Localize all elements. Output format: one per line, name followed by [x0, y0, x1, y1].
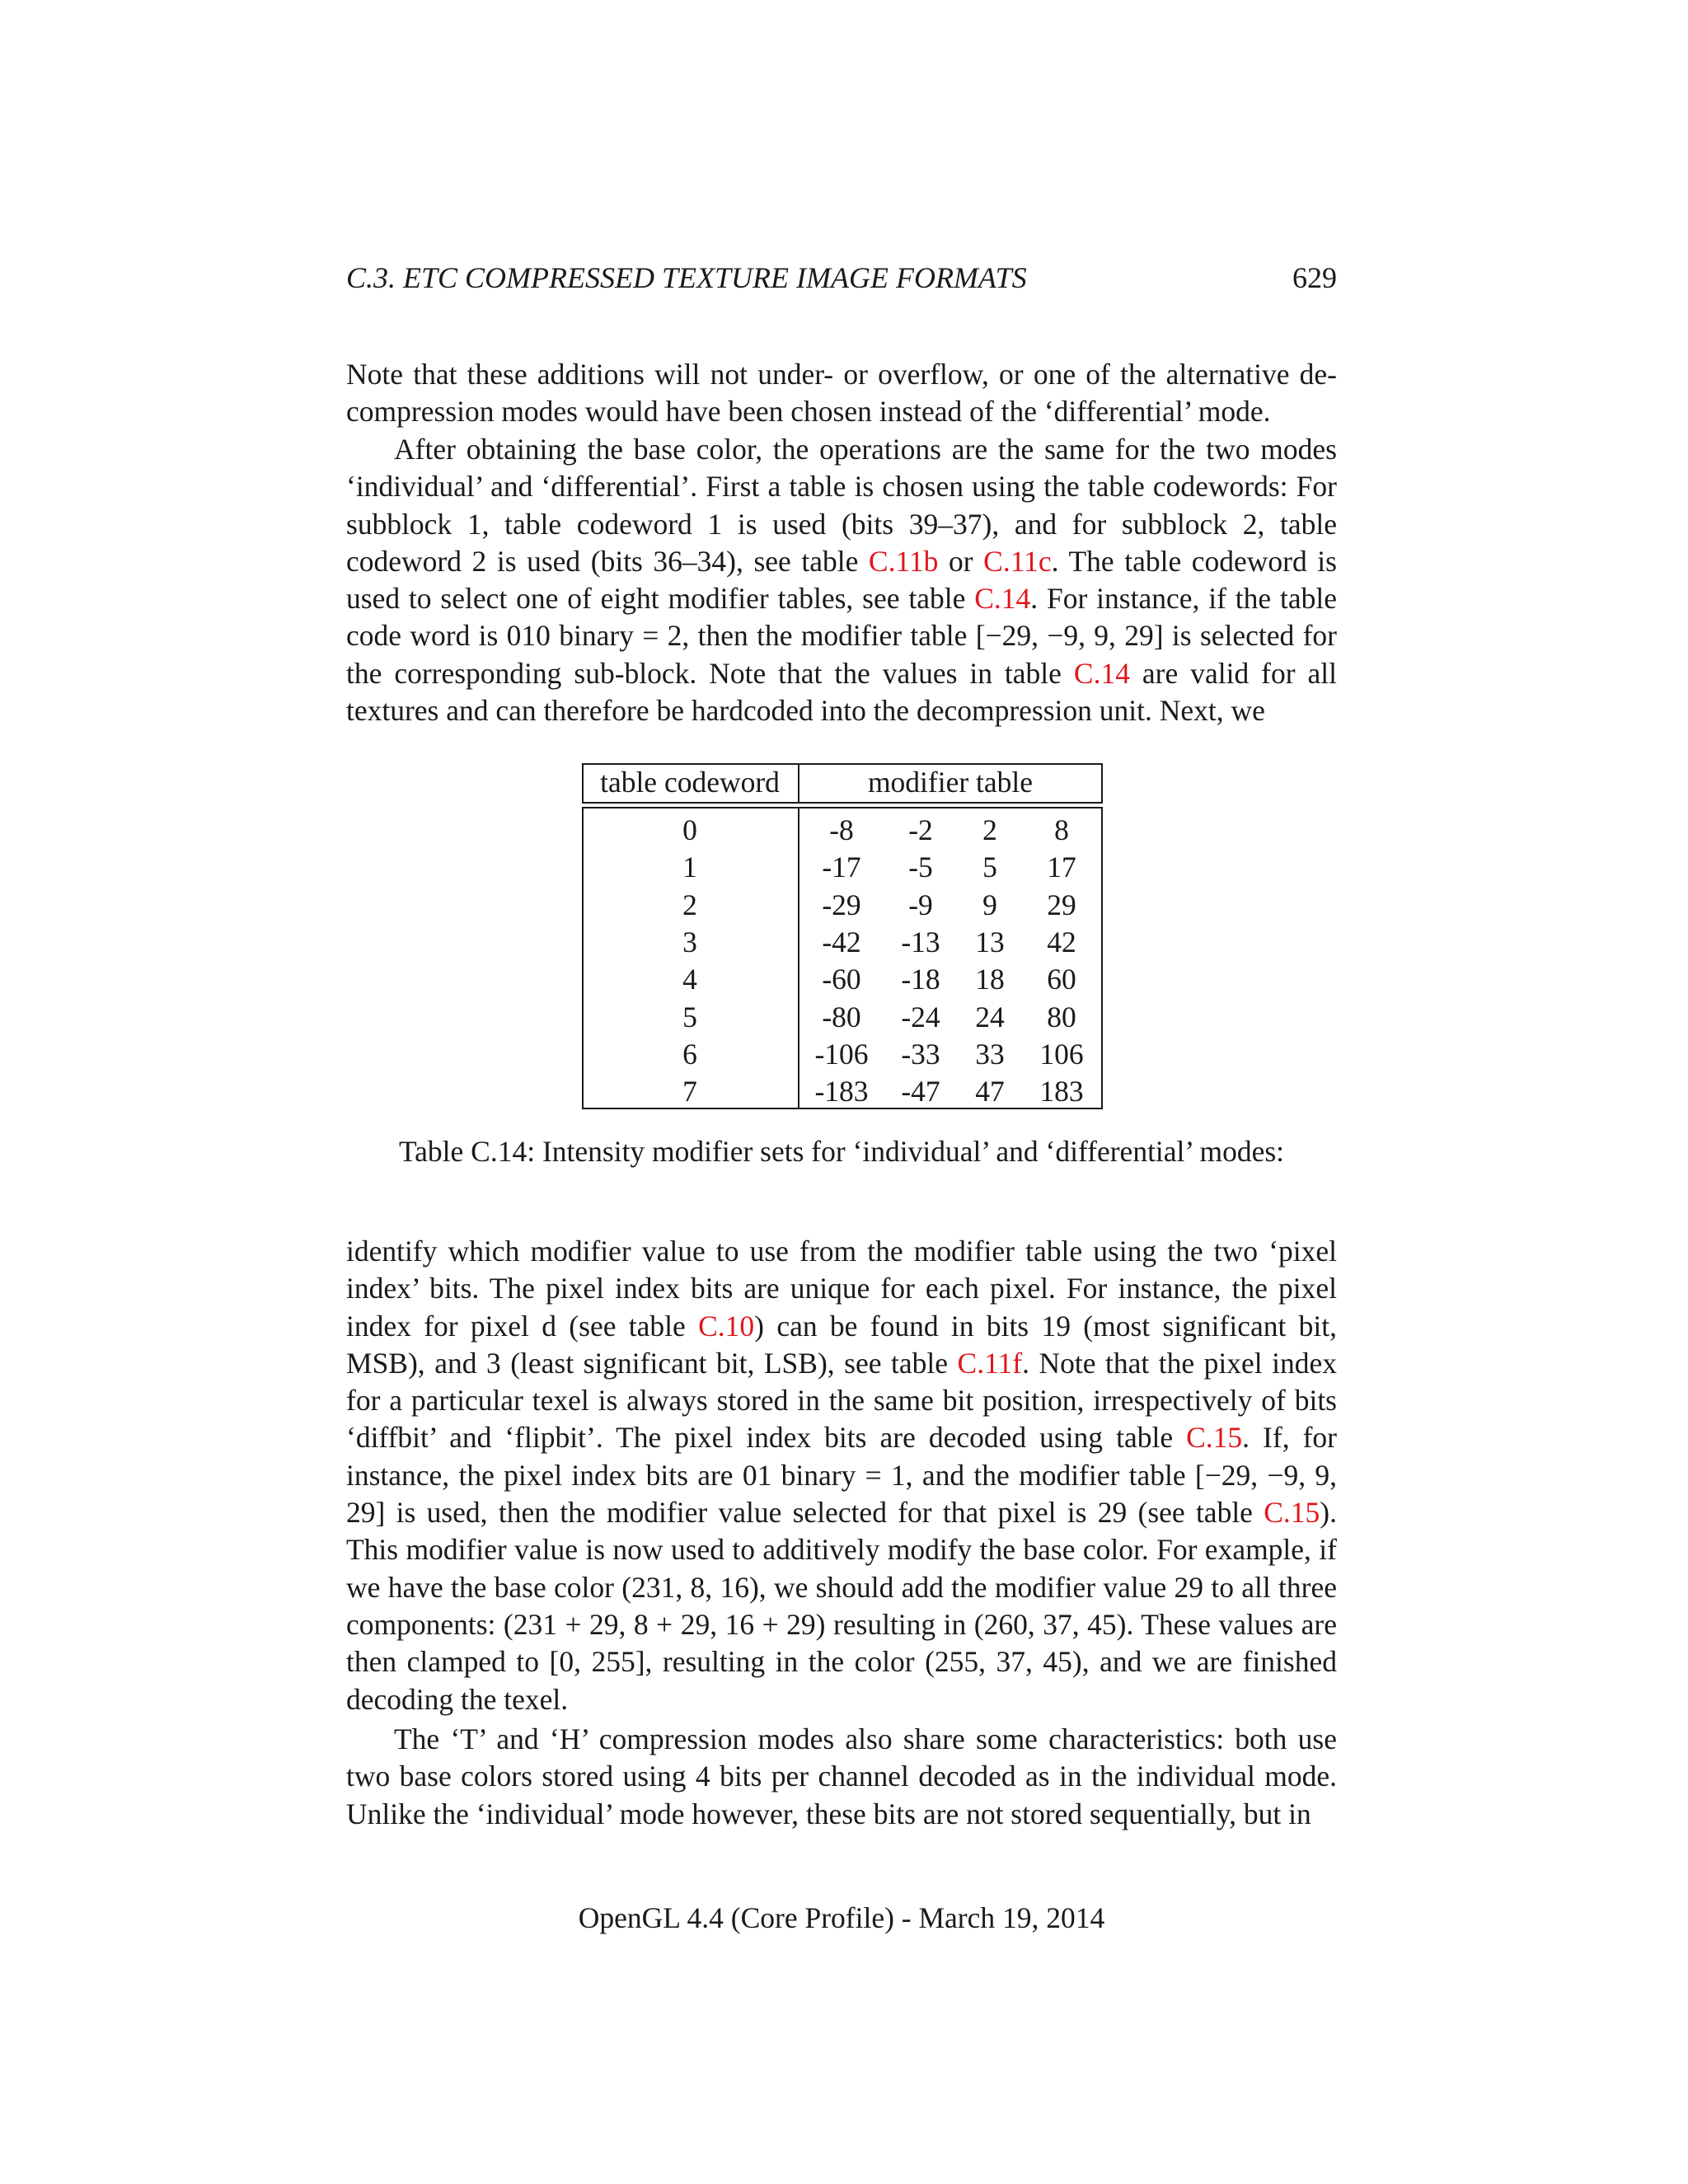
table-cell-modifier: -80 — [822, 1000, 861, 1033]
table-cell-modifier: 33 — [975, 1037, 1005, 1071]
table-cell-codeword: 5 — [682, 1000, 697, 1033]
table-cell-codeword: 1 — [682, 851, 697, 884]
table-cell-modifier: 42 — [1047, 925, 1076, 958]
table-ref-link[interactable]: C.11b — [868, 544, 939, 578]
section-title: C.3. ETC COMPRESSED TEXTURE IMAGE FORMATS — [346, 261, 1027, 294]
table-cell-modifier: 5 — [982, 851, 997, 884]
table-cell-modifier: 47 — [975, 1075, 1005, 1108]
table-ref-link[interactable]: C.11c — [983, 544, 1052, 578]
table-caption: Table C.14: Intensity modifier sets for ‘individual’ and ‘differential’ modes: — [398, 1135, 1285, 1168]
table-cell-modifier: -33 — [901, 1037, 940, 1071]
table-cell-modifier: -18 — [901, 963, 940, 996]
table-cell-codeword: 6 — [682, 1037, 697, 1071]
paragraph-4 — [346, 1721, 1337, 1833]
paragraph-2 — [346, 431, 1337, 729]
table-cell-modifier: 8 — [1054, 813, 1069, 846]
paragraph-2-text: or — [938, 544, 984, 578]
paragraph-3-text: ). This modifier value is now used to additively modify the base color. For example, if we have the base color (231, 8, 16), we should add the modifier value 29 to all three components: (231 + 29, 8 + 29, 16 + 29) resulting in (260, 37, 45). These values are then clamped to [0, 255], resulting in the color (255, 37, 45), and we are finished decoding the texel. — [346, 1496, 1337, 1716]
paragraph-2-text: After obtaining the base color, the operations are the same for the two modes ‘individual’ and ‘differential’. First a table is chosen using the table codewords: For subblock 1, table codeword 1 is used (bits 39–37), and for subblock 2, table codeword 2 is used (bits 36–34), see table — [346, 433, 1337, 578]
paragraph-1 — [346, 356, 1337, 431]
table-ref-link[interactable]: C.11f — [957, 1346, 1023, 1380]
table-cell-modifier: -47 — [901, 1075, 940, 1108]
page-footer: OpenGL 4.4 (Core Profile) - March 19, 2014 — [578, 1901, 1105, 1934]
paragraph-2-text: . The table codeword is used to select one of eight modifier tables, see table — [346, 544, 1337, 616]
table-cell-modifier: 106 — [1039, 1037, 1084, 1071]
table-ref-link[interactable]: C.14 — [1073, 656, 1130, 690]
table-cell-modifier: 18 — [975, 963, 1005, 996]
table-header-rule — [582, 807, 1103, 808]
table-cell-modifier: 80 — [1047, 1000, 1076, 1033]
paragraph-3 — [346, 1233, 1337, 1718]
table-cell-modifier: -60 — [822, 963, 861, 996]
paragraph-1-text: Note that these additions will not under- or overflow, or one of the alternative de-compression modes would have been chosen instead of the ‘differential’ mode. — [346, 358, 1337, 429]
table-cell-modifier: 13 — [975, 925, 1005, 958]
table-ref-link[interactable]: C.15 — [1264, 1496, 1320, 1530]
table-cell-modifier: 9 — [982, 888, 997, 921]
table-cell-modifier: -42 — [822, 925, 861, 958]
paragraph-3-text: . If, for instance, the pixel index bits are 01 binary = 1, and the modifier table [−29, −9, 9, 29] is used, then the modifier value selected for that pixel is 29 (see table — [346, 1421, 1337, 1530]
table-cell-codeword: 4 — [682, 963, 697, 996]
table-cell-codeword: 0 — [682, 813, 697, 846]
table-cell-modifier: -17 — [822, 851, 861, 884]
paragraph-3-text: . Note that the pixel index for a particular texel is always stored in the same bit position, irrespectively of bits ‘diffbit’ and ‘flipbit’. The pixel index bits are decoded using table — [346, 1346, 1338, 1455]
paragraph-3-text: ) can be found in bits 19 (most significant bit, MSB), and 3 (least significant bit, LSB), see table — [346, 1309, 1337, 1380]
table-cell-modifier: 29 — [1047, 888, 1076, 921]
table-cell-modifier: -8 — [829, 813, 854, 846]
table-cell-codeword: 2 — [682, 888, 697, 921]
table-ref-link[interactable]: C.14 — [974, 582, 1031, 616]
table-header-rule — [582, 802, 1103, 804]
table-cell-modifier: -106 — [814, 1037, 869, 1071]
table-cell-modifier: 24 — [975, 1000, 1005, 1033]
table-header-modifier: modifier table — [867, 766, 1034, 799]
page-number: 629 — [1292, 261, 1337, 294]
table-cell-codeword: 3 — [682, 925, 697, 958]
table-border-right — [1101, 763, 1103, 804]
table-header-codeword: table codeword — [600, 766, 780, 799]
table-cell-modifier: -5 — [908, 851, 933, 884]
table-cell-modifier: -183 — [814, 1075, 869, 1108]
paragraph-4-text: The ‘T’ and ‘H’ compression modes also share some characteristics: both use two base colors stored using 4 bits per channel decoded as in the individual mode. Unlike the ‘individual’ mode however, these bits are not stored sequentially, but in — [346, 1722, 1337, 1830]
table-cell-modifier: -2 — [908, 813, 933, 846]
modifier-table — [582, 763, 1103, 1109]
table-ref-link[interactable]: C.10 — [698, 1309, 755, 1343]
table-cell-modifier: 2 — [982, 813, 997, 846]
table-cell-modifier: -29 — [822, 888, 861, 921]
table-cell-modifier: 183 — [1039, 1075, 1084, 1108]
table-cell-modifier: -13 — [901, 925, 940, 958]
paragraph-2-text: are valid for all textures and can therefore be hardcoded into the decompression unit. Next, we — [346, 656, 1337, 728]
paragraph-3-text: identify which modifier value to use from the modifier table using the two ‘pixel index’ bits. The pixel index bits are unique for each pixel. For instance, the pixel index for pixel d (see table — [346, 1235, 1337, 1343]
table-cell-modifier: -9 — [908, 888, 933, 921]
table-cell-modifier: 17 — [1047, 851, 1076, 884]
table-ref-link[interactable]: C.15 — [1186, 1421, 1243, 1455]
paragraph-2-text: . For instance, if the table code word is 010 binary = 2, then the modifier table [−29, −9, 9, 29] is selected for the corresponding sub-block. Note that the values in table — [346, 582, 1338, 690]
table-cell-modifier: 60 — [1047, 963, 1076, 996]
table-cell-modifier: -24 — [901, 1000, 940, 1033]
table-cell-codeword: 7 — [682, 1075, 697, 1108]
page-header — [346, 260, 1337, 302]
